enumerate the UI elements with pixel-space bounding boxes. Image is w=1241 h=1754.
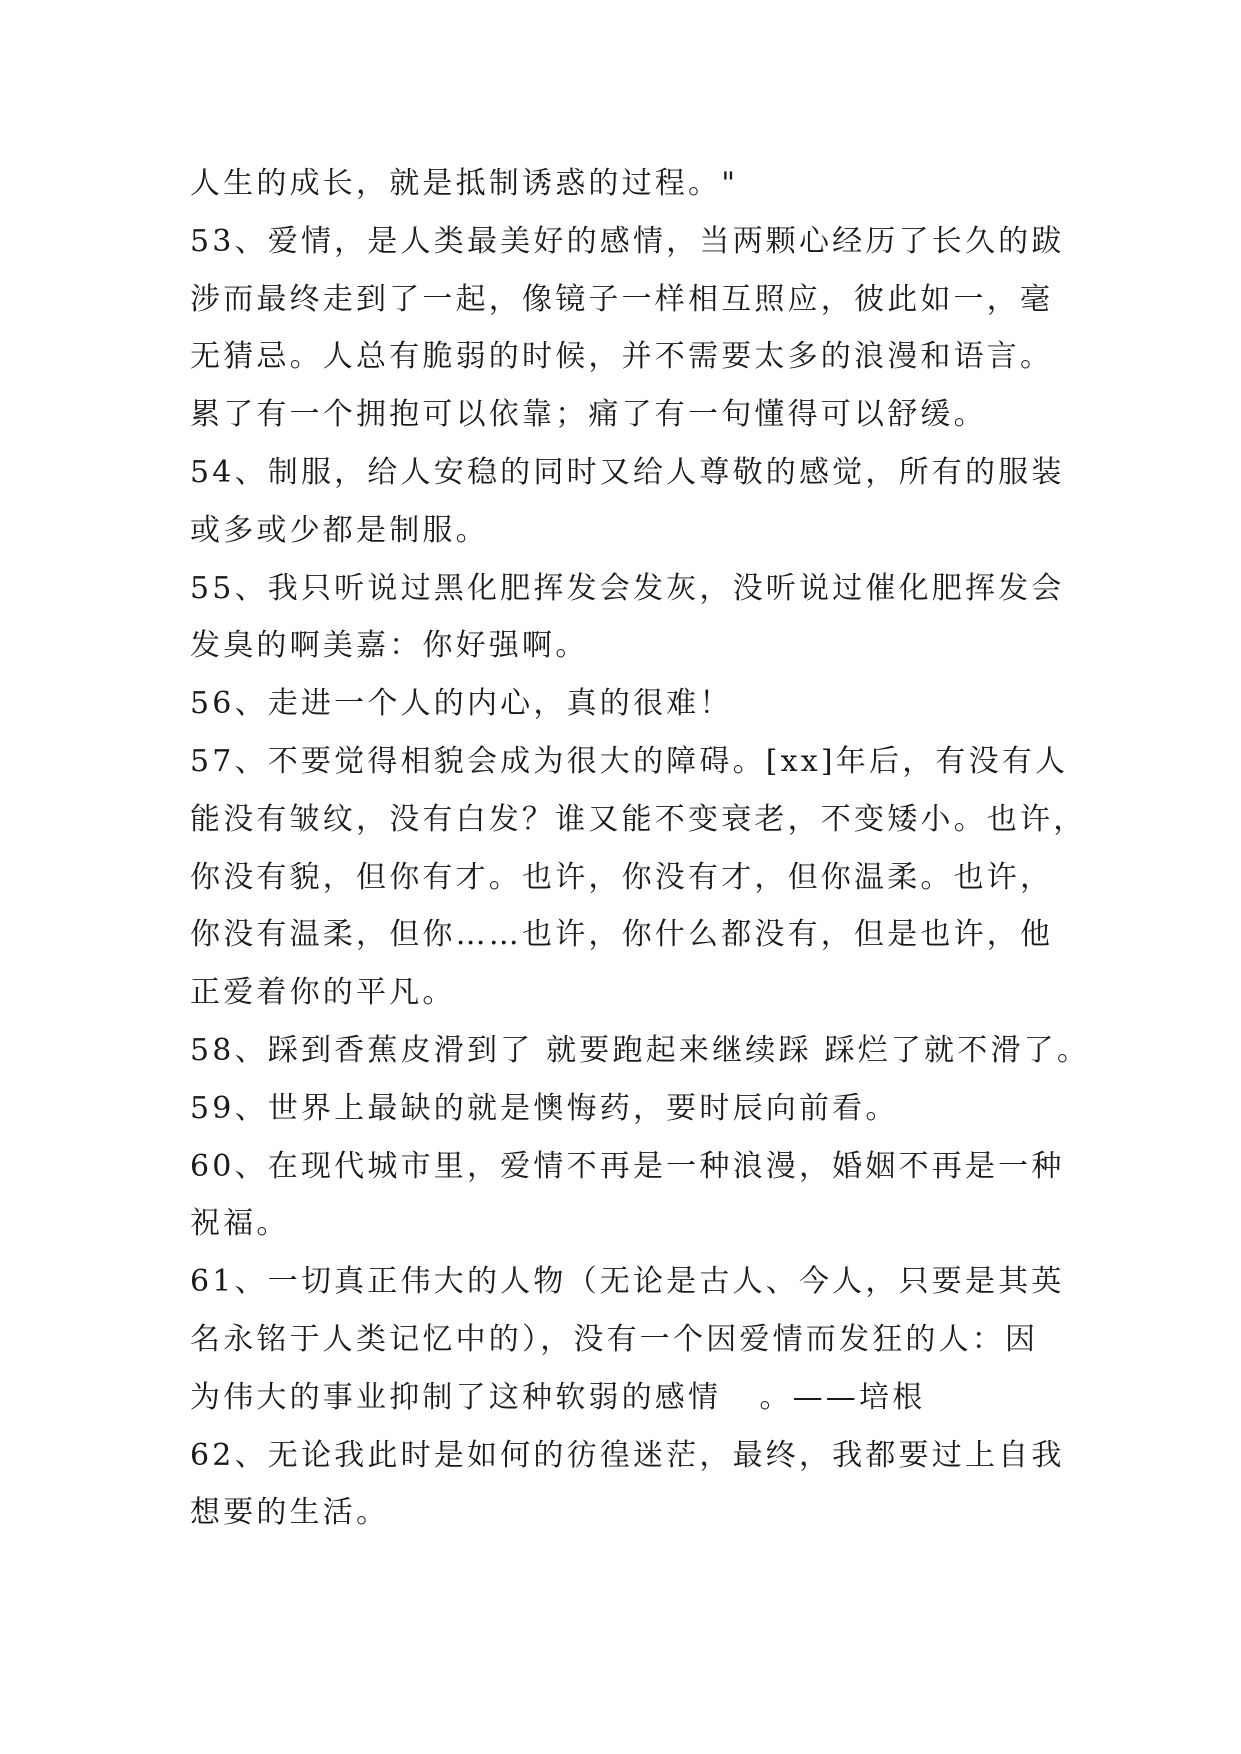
text-line: 54、制服，给人安稳的同时又给人尊敬的感觉，所有的服装 [190,454,1065,490]
text-line: 人生的成长，就是抵制诱惑的过程。" [190,166,739,201]
text-line: 你没有温柔，但你……也许，你什么都没有，但是也许，他 [190,917,1054,953]
text-line: 正爱着你的平凡。 [190,975,456,1011]
text-line: 59、世界上最缺的就是懊悔药，要时辰向前看。 [190,1090,899,1126]
text-line: 53、爱情，是人类最美好的感情，当两颗心经历了长久的跋 [190,223,1065,259]
text-line: 能没有皱纹，没有白发？谁又能不变衰老，不变矮小。也许， [190,801,1087,837]
text-line: 你没有貌，但你有才。也许，你没有才，但你温柔。也许， [190,859,1054,895]
text-line: 涉而最终走到了一起，像镜子一样相互照应，彼此如一，毫 [190,281,1054,317]
text-line: 发臭的啊美嘉：你好强啊。 [190,628,589,664]
text-line: 想要的生活。 [190,1495,390,1531]
text-line: 无猜忌。人总有脆弱的时候，并不需要太多的浪漫和语言。 [190,339,1054,375]
text-line: 为伟大的事业抑制了这种软弱的感情 。——培根 [190,1379,926,1415]
text-line: 60、在现代城市里，爱情不再是一种浪漫，婚姻不再是一种 [190,1148,1065,1184]
text-line: 祝福。 [190,1206,290,1242]
text-line: 或多或少都是制服。 [190,512,489,548]
document-body [190,155,1091,1542]
text-line: 55、我只听说过黑化肥挥发会发灰，没听说过催化肥挥发会 [190,570,1065,606]
text-line: 56、走进一个人的内心，真的很难！ [190,686,733,722]
text-line: 58、踩到香蕉皮滑到了 就要跑起来继续踩 踩烂了就不滑了。 [190,1032,1091,1068]
text-line: 57、不要觉得相貌会成为很大的障碍。[xx]年后，有没有人 [190,743,1069,779]
text-line: 累了有一个拥抱可以依靠；痛了有一句懂得可以舒缓。 [190,397,987,433]
text-line: 62、无论我此时是如何的彷徨迷茫，最终，我都要过上自我 [190,1437,1065,1473]
text-line: 61、一切真正伟大的人物（无论是古人、今人，只要是其英 [190,1264,1065,1300]
text-line: 名永铭于人类记忆中的），没有一个因爱情而发狂的人：因 [190,1321,1039,1357]
